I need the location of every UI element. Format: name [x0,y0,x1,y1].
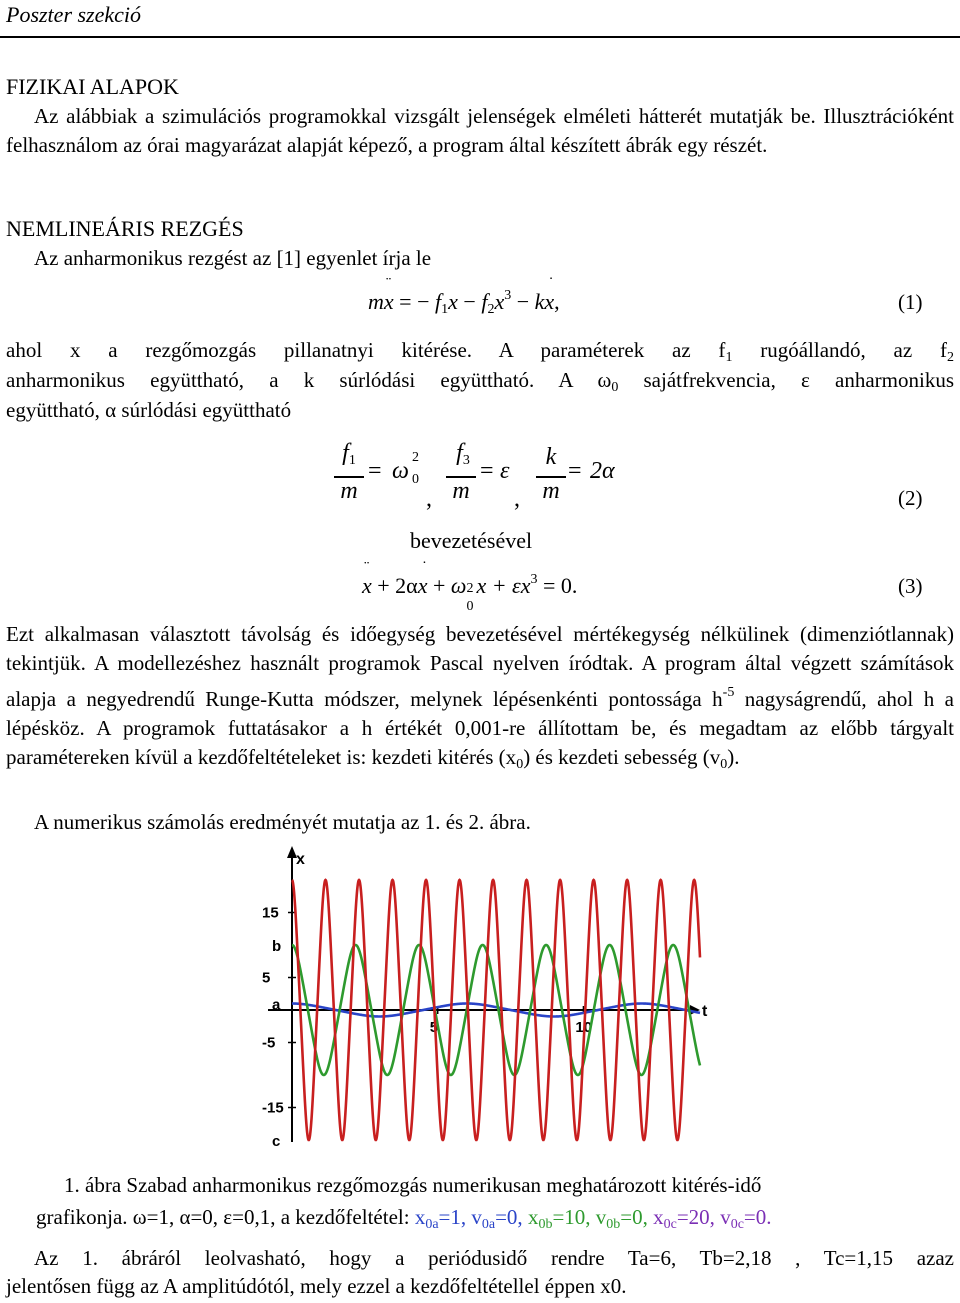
equation-1-number: (1) [898,290,923,314]
section2-paragraph1-line3: együttható, α súrlódási együttható [6,398,292,422]
curve-label-a: a [272,996,281,1014]
equation-1: mx ¨ = − $f_1x - f_2x^3$ − kx ˙ , [368,275,560,317]
footer-line2: jelentősen függ az A amplitúdótól, mely ezzel a kezdőfeltétellel éppen x0. [6,1274,627,1298]
y-axis-label: x [296,851,305,868]
section1-paragraph: Az alábbiak a szimulációs programokkal vizsgált jelenségek elméleti hátterét mutatják be. Illusztrációként felhasználom az órai magyarázat alapját képező, a program által készített ábrák egy részét. [6,104,954,157]
y-tick-label-2: -5 [262,1034,276,1052]
bevezetesevel-label: bevezetésével [410,528,533,553]
y-tick-label-3: -15 [262,1099,284,1117]
section2-paragraph2: Ezt alkalmasan választott távolság és időegység bevezetésével mértékegység nélkülinek (dimenziótlannak) tekintjük. A modellezéshez használt programok Pascal nyelven íródtak. A program által végzett számítások alapja a negyedrendű Runge-Kutta módszer, melynek lépésenkénti pontossága $h^{-5}$ nagyságrendű, ahol h a lépésköz. A programok futtatásakor a h értékét 0,001-re állítottam be, és megadtam az előbb tárgyalt paramétereken kívül a kezdőfeltételeket is: kezdeti kitérés $(x_0)$ és kezdeti sebesség $(v_0)$. [6,622,954,772]
section2-paragraph1-line2: anharmonikus együttható, a k súrlódási együttható. A $\omega_0$ sajátfrekvencia, ε anharmonikus [6,368,954,395]
equation-3-number: (3) [898,574,923,598]
x-axis-label: t [702,1003,708,1020]
equation-3: x ¨ + 2αx ˙ + ω 2 0 $x + \varepsilon x^3 = 0$. [362,559,578,614]
figure-caption-line2: grafikonja. ω=1, α=0, ε=0,1, a kezdőfeltétel: $x_{0a}=1$, $v_{0a}=0$, $x_{0b}=10$, $v_{0b}=0$, $x_{0c}=20$, $v_{0c}=0$. [36,1205,772,1232]
header-title: Poszter szekció [6,2,142,27]
page-header [0,0,960,30]
header-rule [0,36,960,38]
footer-line1: Az 1. ábráról leolvasható, hogy a periódusidő rendre Ta=6, Tb=2,18 , Tc=1,15 azaz [34,1246,954,1270]
x-tick-label-0: 5 [429,1019,439,1036]
section-title-nemlinearis: NEMLINEÁRIS REZGÉS [6,216,244,241]
x-ddot: x ¨ [383,275,394,314]
y-tick-label-1: 5 [262,969,271,987]
equation-2-number: (2) [898,486,923,510]
section2-paragraph1-line1: ahol x a rezgőmozgás pillanatnyi kitérése. A paraméterek az $f_1$ rugóállandó, az $f_2$ [6,338,954,365]
y-tick-label-0: 15 [262,904,279,922]
section2-paragraph3: A numerikus számolás eredményét mutatja az 1. és 2. ábra. [34,810,531,834]
curve-label-c: c [272,1133,281,1150]
section2-intro: Az anharmonikus rezgést az [1] egyenlet írja le [34,246,432,270]
figure-caption-line1: 1. ábra Szabad anharmonikus rezgőmozgás numerikusan meghatározott kitérés-idő [64,1173,762,1197]
figure-1-chart [0,842,960,1162]
section-title-fizikai: FIZIKAI ALAPOK [6,74,179,99]
curve-label-b: b [272,938,282,955]
x-tick-label-1: 10 [575,1019,593,1036]
